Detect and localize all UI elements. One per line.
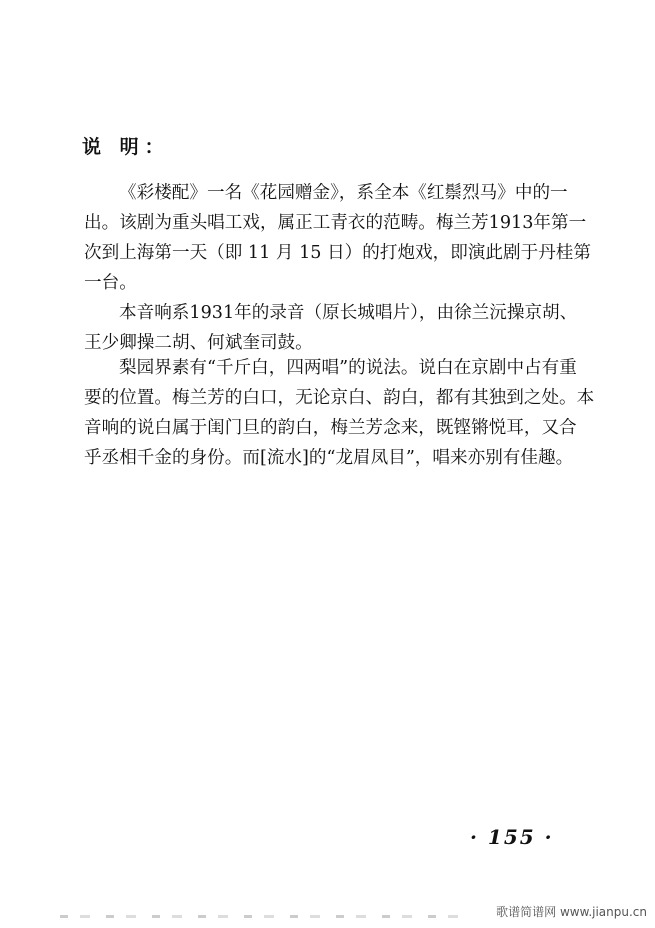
page-number: · 155 · <box>470 825 554 849</box>
text-line: 乎丞相千金的身份。而[流水]的“龙眉凤目”，唱来亦别有佳趣。 <box>84 448 574 468</box>
text-line: 出。该剧为重头唱工戏，属正工青衣的范畴。梅兰芳1913年第一 <box>84 213 587 233</box>
text-line: 王少卿操二胡、何斌奎司鼓。 <box>84 333 313 353</box>
text-line: 音响的说白属于闺门旦的韵白，梅兰芳念来，既铿锵悦耳，又合 <box>84 418 577 438</box>
paragraph-recording <box>84 298 578 358</box>
scan-artifact <box>60 915 460 918</box>
text-line: 本音响系1931年的录音（原长城唱片），由徐兰沅操京胡、 <box>119 303 578 323</box>
text-line: 一台。 <box>84 273 137 293</box>
watermark[interactable]: 歌谱简谱网 www.jianpu.cn <box>496 905 647 919</box>
text-line: 梨园界素有“千斤白，四两唱”的说法。说白在京剧中占有重 <box>119 358 577 378</box>
text-line: 次到上海第一天（即 11 月 15 日）的打炮戏，即演此剧于丹桂第 <box>84 243 591 263</box>
text-line: 《彩楼配》一名《花园赠金》，系全本《红鬃烈马》中的一 <box>119 183 568 203</box>
paragraph-intro <box>84 178 591 298</box>
section-heading: 说 明： <box>82 136 170 158</box>
paragraph-speech <box>84 353 595 473</box>
text-line: 要的位置。梅兰芳的白口，无论京白、韵白，都有其独到之处。本 <box>84 388 595 408</box>
